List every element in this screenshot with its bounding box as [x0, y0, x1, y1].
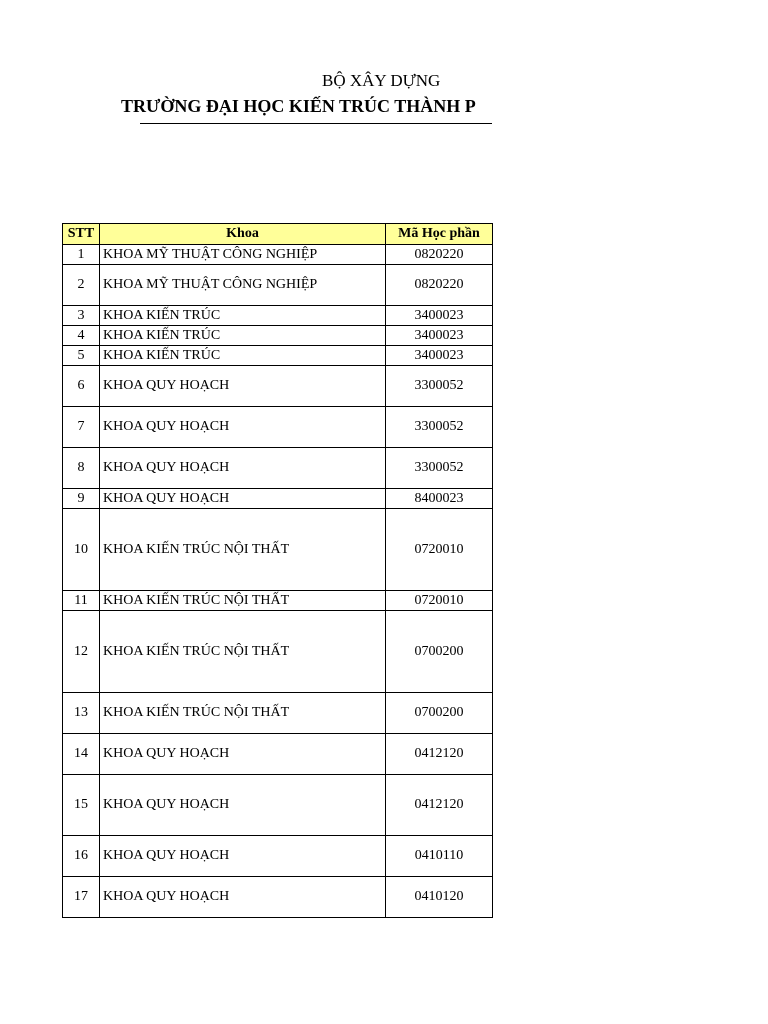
university-title: TRƯỜNG ĐẠI HỌC KIẾN TRÚC THÀNH P	[121, 96, 476, 116]
row-khoa: KHOA QUY HOẠCH	[100, 407, 386, 448]
row-ma-hoc-phan: 0700200	[386, 611, 493, 693]
row-khoa: KHOA QUY HOẠCH	[100, 366, 386, 407]
table-row	[63, 346, 493, 366]
table-row	[63, 775, 493, 836]
row-stt: 15	[63, 775, 100, 836]
table-row	[63, 366, 493, 407]
row-stt: 9	[63, 489, 100, 509]
row-ma-hoc-phan: 0412120	[386, 734, 493, 775]
table-row	[63, 326, 493, 346]
row-stt: 12	[63, 611, 100, 693]
table-row	[63, 448, 493, 489]
table-row	[63, 734, 493, 775]
row-stt: 6	[63, 366, 100, 407]
row-khoa: KHOA KIẾN TRÚC NỘI THẤT	[100, 591, 386, 611]
course-table	[62, 223, 493, 918]
row-stt: 10	[63, 509, 100, 591]
table-row	[63, 836, 493, 877]
table-row	[63, 591, 493, 611]
row-ma-hoc-phan: 0410110	[386, 836, 493, 877]
row-khoa: KHOA QUY HOẠCH	[100, 448, 386, 489]
table-row	[63, 877, 493, 918]
row-stt: 1	[63, 245, 100, 265]
row-stt: 4	[63, 326, 100, 346]
row-ma-hoc-phan: 0410120	[386, 877, 493, 918]
row-khoa: KHOA KIẾN TRÚC NỘI THẤT	[100, 693, 386, 734]
row-khoa: KHOA QUY HOẠCH	[100, 489, 386, 509]
row-ma-hoc-phan: 3400023	[386, 326, 493, 346]
header-khoa: Khoa	[100, 224, 386, 245]
table-row	[63, 509, 493, 591]
title-underline	[140, 123, 492, 124]
row-khoa: KHOA KIẾN TRÚC NỘI THẤT	[100, 509, 386, 591]
table-row	[63, 693, 493, 734]
row-ma-hoc-phan: 0820220	[386, 265, 493, 306]
row-khoa: KHOA KIẾN TRÚC	[100, 346, 386, 366]
table-row	[63, 611, 493, 693]
row-khoa: KHOA MỸ THUẬT CÔNG NGHIỆP	[100, 265, 386, 306]
header-stt: STT	[63, 224, 100, 245]
row-ma-hoc-phan: 0700200	[386, 693, 493, 734]
row-ma-hoc-phan: 0720010	[386, 591, 493, 611]
row-ma-hoc-phan: 3300052	[386, 407, 493, 448]
row-stt: 14	[63, 734, 100, 775]
ministry-title: BỘ XÂY DỰNG	[322, 71, 441, 90]
row-khoa: KHOA QUY HOẠCH	[100, 836, 386, 877]
row-stt: 13	[63, 693, 100, 734]
row-khoa: KHOA QUY HOẠCH	[100, 877, 386, 918]
header-ma-hoc-phan: Mã Học phần	[386, 224, 493, 245]
row-ma-hoc-phan: 0820220	[386, 245, 493, 265]
row-khoa: KHOA QUY HOẠCH	[100, 775, 386, 836]
row-khoa: KHOA KIẾN TRÚC	[100, 306, 386, 326]
row-ma-hoc-phan: 0720010	[386, 509, 493, 591]
row-ma-hoc-phan: 3300052	[386, 448, 493, 489]
row-stt: 7	[63, 407, 100, 448]
table-row	[63, 489, 493, 509]
table-row	[63, 265, 493, 306]
row-stt: 5	[63, 346, 100, 366]
row-stt: 3	[63, 306, 100, 326]
table-row	[63, 245, 493, 265]
row-ma-hoc-phan: 3400023	[386, 346, 493, 366]
row-khoa: KHOA QUY HOẠCH	[100, 734, 386, 775]
table-row	[63, 306, 493, 326]
row-stt: 17	[63, 877, 100, 918]
row-khoa: KHOA KIẾN TRÚC	[100, 326, 386, 346]
table-row	[63, 407, 493, 448]
row-ma-hoc-phan: 3400023	[386, 306, 493, 326]
row-khoa: KHOA MỸ THUẬT CÔNG NGHIỆP	[100, 245, 386, 265]
row-stt: 2	[63, 265, 100, 306]
row-stt: 11	[63, 591, 100, 611]
row-khoa: KHOA KIẾN TRÚC NỘI THẤT	[100, 611, 386, 693]
table-header-row	[63, 224, 493, 245]
row-ma-hoc-phan: 0412120	[386, 775, 493, 836]
row-stt: 8	[63, 448, 100, 489]
row-ma-hoc-phan: 8400023	[386, 489, 493, 509]
row-stt: 16	[63, 836, 100, 877]
row-ma-hoc-phan: 3300052	[386, 366, 493, 407]
